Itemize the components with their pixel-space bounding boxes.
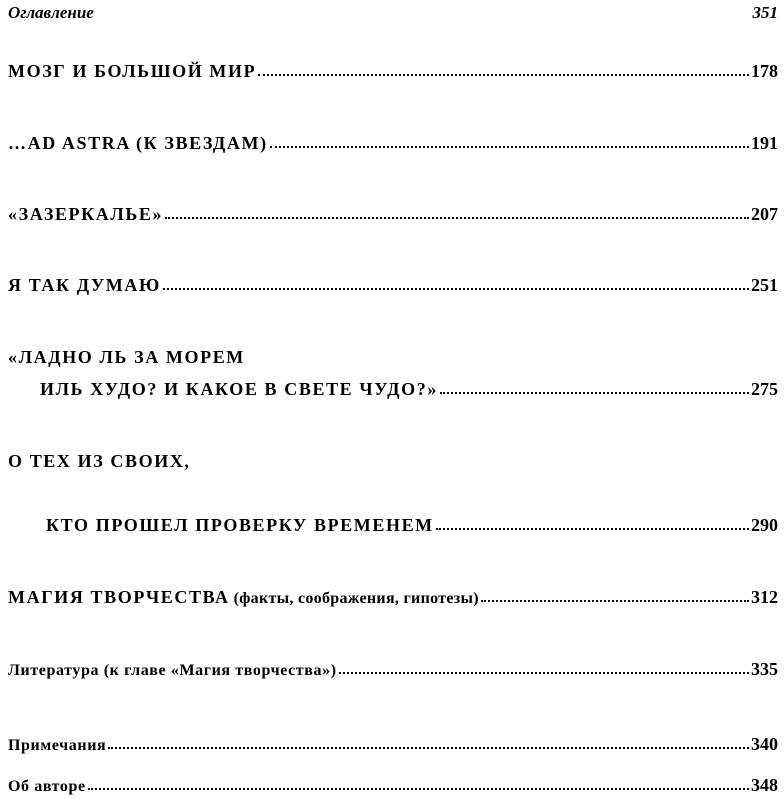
toc-entry-page: 251 (751, 275, 778, 295)
toc-entry-label: МАГИЯ ТВОРЧЕСТВА (8, 587, 230, 607)
toc-entry-zazerkalye[interactable] (8, 199, 778, 225)
leader-dots (270, 146, 749, 148)
toc-entry-proverka-vremenem[interactable] (46, 510, 778, 536)
toc-entry-page: 348 (751, 775, 778, 795)
running-header-title: Оглавление (8, 3, 94, 22)
toc-entry-page: 335 (751, 659, 778, 679)
toc-entry-ladno-li-za-morem[interactable] (40, 374, 778, 400)
toc-entry-brain-and-big-world[interactable] (8, 56, 778, 82)
toc-entry-magiya-tvorchestva[interactable] (8, 582, 778, 608)
leader-dots (108, 747, 749, 749)
toc-entry-page: 275 (751, 379, 778, 399)
toc-entry-ob-avtore[interactable] (8, 770, 778, 796)
leader-dots (165, 217, 749, 219)
toc-entry-label: Об авторе (8, 778, 86, 795)
toc-entry-label: Литература (к главе «Магия творчества») (8, 662, 337, 679)
leader-dots (88, 788, 749, 790)
toc-entry-label: МОЗГ И БОЛЬШОЙ МИР (8, 61, 257, 81)
page-number: 351 (752, 3, 778, 22)
leader-dots (440, 392, 749, 394)
toc-entry-page: 191 (751, 133, 778, 153)
leader-dots (258, 74, 749, 76)
leader-dots (163, 288, 749, 290)
toc-entry-literatura[interactable] (8, 654, 778, 680)
toc-entry-label: Я ТАК ДУМАЮ (8, 275, 161, 295)
toc-entry-page: 207 (751, 204, 778, 224)
toc-entry-line1: «ЛАДНО ЛЬ ЗА МОРЕМ (8, 347, 245, 367)
toc-entry-page: 178 (751, 61, 778, 81)
toc-entry-page: 340 (751, 734, 778, 754)
toc-entry-ad-astra[interactable] (8, 128, 778, 154)
leader-dots (339, 672, 749, 674)
toc-entry-label: ИЛЬ ХУДО? И КАКОЕ В СВЕТЕ ЧУДО?» (40, 379, 438, 399)
toc-entry-label: …AD ASTRA (К ЗВЕЗДАМ) (8, 133, 268, 153)
toc-entry-subtitle: (факты, соображения, гипотезы) (233, 590, 479, 607)
toc-entry-ya-tak-dumayu[interactable] (8, 270, 778, 296)
toc-entry-page: 290 (751, 515, 778, 535)
toc-entry-line1: О ТЕХ ИЗ СВОИХ, (8, 451, 191, 471)
toc-entry-page: 312 (751, 587, 778, 607)
toc-entry-primechaniya[interactable] (8, 729, 778, 755)
toc-entry-label: «ЗАЗЕРКАЛЬЕ» (8, 204, 164, 224)
running-header (8, 3, 778, 27)
leader-dots (436, 528, 749, 530)
leader-dots (481, 600, 749, 602)
toc-entry-label: Примечания (8, 737, 107, 754)
toc-entry-label: КТО ПРОШЕЛ ПРОВЕРКУ ВРЕМЕНЕМ (46, 515, 434, 535)
